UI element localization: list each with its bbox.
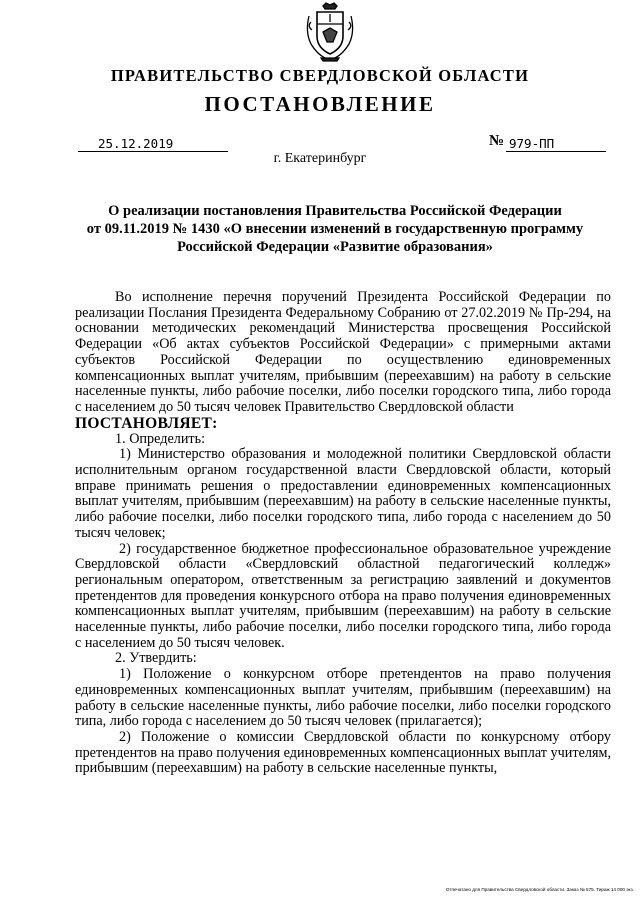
title-line: от 09.11.2019 № 1430 «О внесении изменений в государственную программу bbox=[86, 221, 584, 237]
decree-date: 25.12.2019 bbox=[98, 136, 174, 151]
print-footer: Отпечатано для Правительства Свердловской области. Заказ № 575. Тираж 14 000 экз. bbox=[445, 887, 634, 892]
decree-number: 979-ПП bbox=[509, 136, 555, 151]
clause-2-1: 1) Положение о конкурсном отборе претендентов на право получения единовременных компенсационных выплат учителям, прибывшим (переехавшим) на работу в сельские населенные пункты, либо рабочие поселки, либо поселки городского типа, либо города с населением до 50 тысяч человек (прилагается); bbox=[75, 666, 611, 730]
government-name: ПРАВИТЕЛЬСТВО СВЕРДЛОВСКОЙ ОБЛАСТИ bbox=[110, 66, 530, 85]
title-line: О реализации постановления Правительства Российской Федерации bbox=[108, 203, 562, 219]
clause-2-2: 2) Положение о комиссии Свердловской области по конкурсному отбору претендентов на право получения единовременных компенсационных выплат учителям, прибывшим (переехавшим) на работу в сельские населенные пункты, bbox=[75, 728, 611, 777]
clause-2: 2. Утвердить: bbox=[115, 650, 197, 667]
number-label: № bbox=[489, 133, 505, 149]
decree-body bbox=[75, 290, 611, 777]
preamble-paragraph: Во исполнение перечня поручений Президента Российской Федерации по реализации Послания Президента Федеральному Собранию от 27.02.2019 № Пр-294, на основании методических рекомендаций Министерства просвещения Российской Федерации «Об актах субъектов Российской Федерации» с примерными актами субъектов Российской Федерации по осуществлению единовременных компенсационных выплат учителям, прибывшим (переехавшим) на работу в сельские населенные пункты, либо рабочие поселки, либо поселки городского типа, либо города с населением до 50 тысяч человек Правительство Свердловской области bbox=[75, 289, 611, 415]
clause-1-2: 2) государственное бюджетное профессиональное образовательное учреждение Свердловской области «Свердловский областной педагогический колледж» региональным оператором, ответственным за регистрацию заявлений и документов претендентов для проведения конкурсного отбора на право получения единовременных компенсационных выплат учителям, прибывшим (переехавшим) на работу в сельские населенные пункты, либо рабочие поселки, либо поселки городского типа, либо города с населением до 50 тысяч человек. bbox=[75, 540, 611, 651]
decree-title bbox=[70, 202, 600, 256]
clause-1-1: 1) Министерство образования и молодежной политики Свердловской области исполнительным органом государственной власти Свердловской области, который вправе принимать решения о предоставлении единовременных компенсационных выплат учителям, прибывшим (переехавшим) на работу в сельские населенные пункты, либо рабочие поселки, либо поселки городского типа, либо города с населением до 50 тысяч человек; bbox=[75, 446, 611, 541]
title-line: Российской Федерации «Развитие образования» bbox=[177, 239, 493, 255]
city: г. Екатеринбург bbox=[273, 151, 367, 166]
coat-of-arms-icon bbox=[303, 2, 357, 62]
resolve-heading: ПОСТАНОВЛЯЕТ: bbox=[75, 414, 218, 432]
clause-1: 1. Определить: bbox=[115, 430, 206, 447]
document-type: ПОСТАНОВЛЕНИЕ bbox=[204, 92, 436, 116]
